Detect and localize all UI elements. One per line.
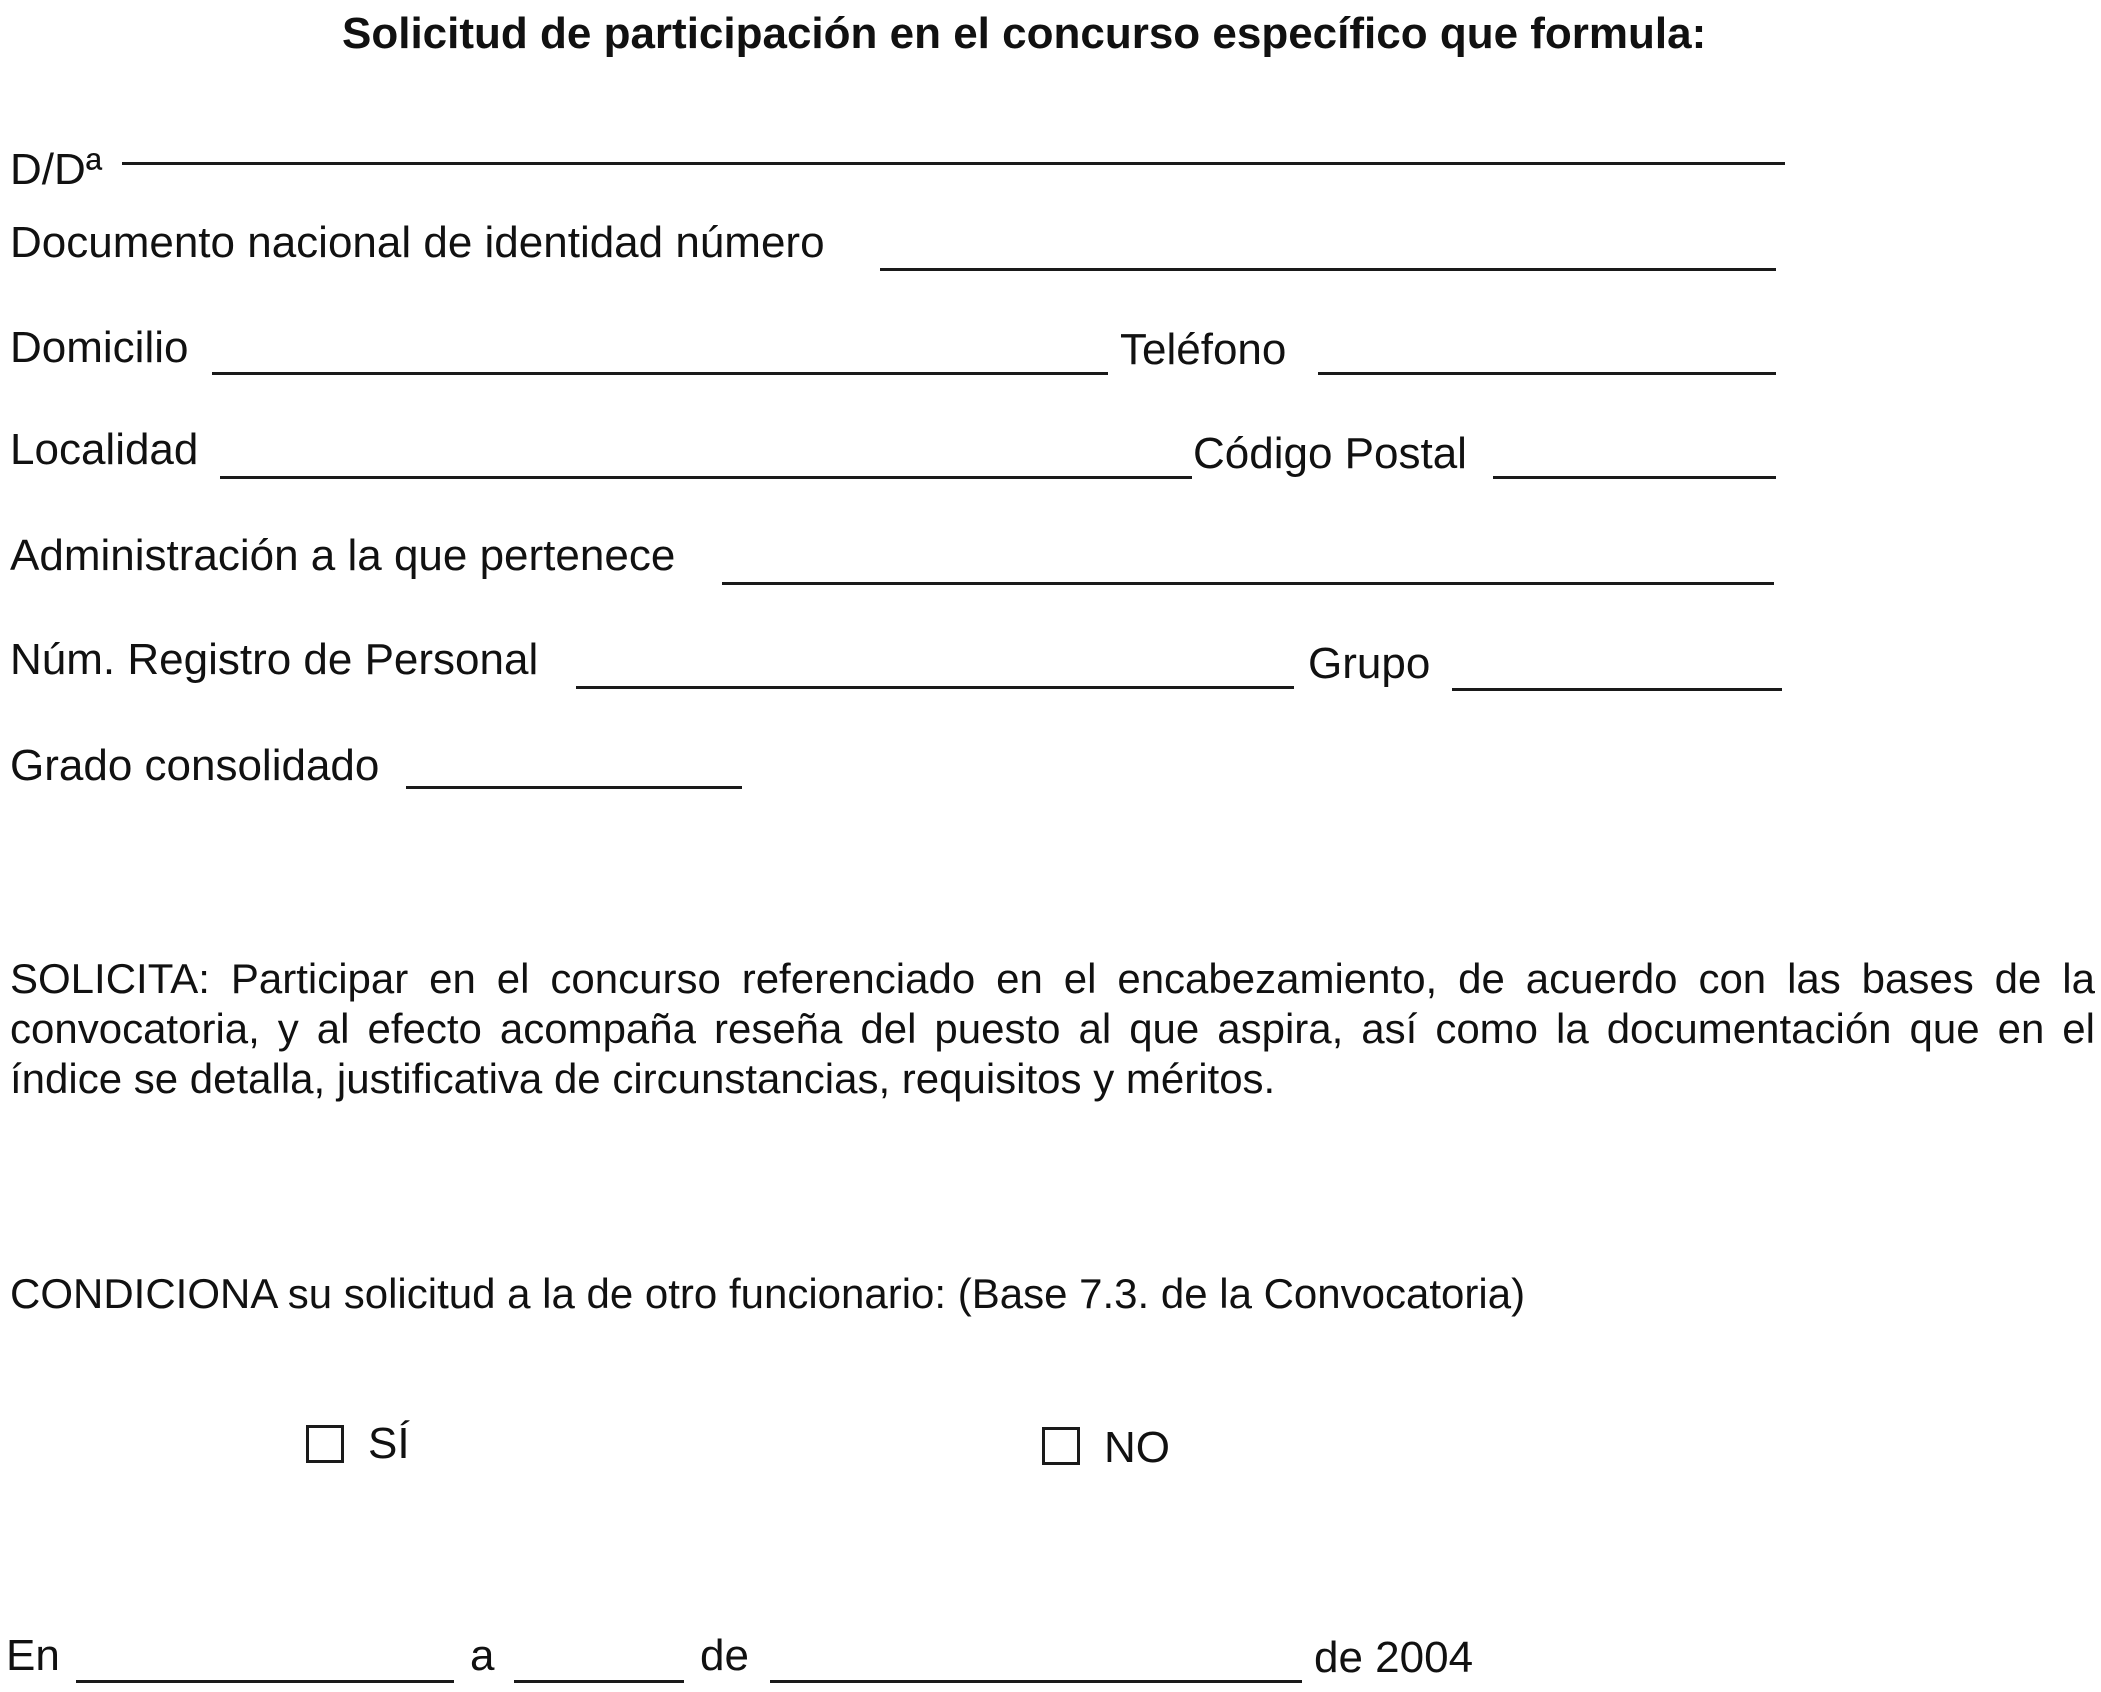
grupo-label: Grupo [1308,639,1431,688]
place-field[interactable] [76,1680,454,1683]
grupo-field[interactable] [1452,688,1782,691]
dni-field[interactable] [880,268,1776,271]
en-label: En [6,1631,60,1680]
month-field[interactable] [770,1680,1302,1683]
telefono-label: Teléfono [1120,325,1287,374]
grado-label: Grado consolidado [10,741,380,790]
condiciona-text: CONDICIONA su solicitud a la de otro funcionario: (Base 7.3. de la Convocatoria) [10,1270,1526,1317]
dni-label: Documento nacional de identidad número [10,218,825,267]
domicilio-field[interactable] [212,372,1108,375]
form-title: Solicitud de participación en el concurso específico que formula: [342,9,1707,58]
registro-field[interactable] [576,686,1294,689]
solicita-paragraph: SOLICITA: Participar en el concurso referenciado en el encabezamiento, de acuerdo con las bases de la convocatoria, y al efecto acompaña reseña del puesto al que aspira, así como la documentación que en el índice se detalla, justificativa de circunstancias, requisitos y méritos. [10,955,2095,1102]
no-label: NO [1104,1423,1170,1472]
codigo-postal-field[interactable] [1493,476,1776,479]
administracion-field[interactable] [722,582,1774,585]
no-checkbox[interactable] [1042,1427,1080,1465]
a-label: a [470,1631,495,1680]
domicilio-label: Domicilio [10,323,189,372]
name-label: D/Dª [10,145,103,194]
registro-label: Núm. Registro de Personal [10,635,539,684]
administracion-label: Administración a la que pertenece [10,531,676,580]
localidad-label: Localidad [10,425,199,474]
grado-field[interactable] [406,786,742,789]
telefono-field[interactable] [1318,372,1776,375]
name-field[interactable] [122,162,1785,165]
day-field[interactable] [514,1680,684,1683]
localidad-field[interactable] [220,476,1192,479]
si-label: SÍ [368,1419,410,1468]
year-label: de 2004 [1314,1633,1474,1682]
de-label: de [700,1631,749,1680]
codigo-postal-label: Código Postal [1193,429,1467,478]
si-checkbox[interactable] [306,1425,344,1463]
